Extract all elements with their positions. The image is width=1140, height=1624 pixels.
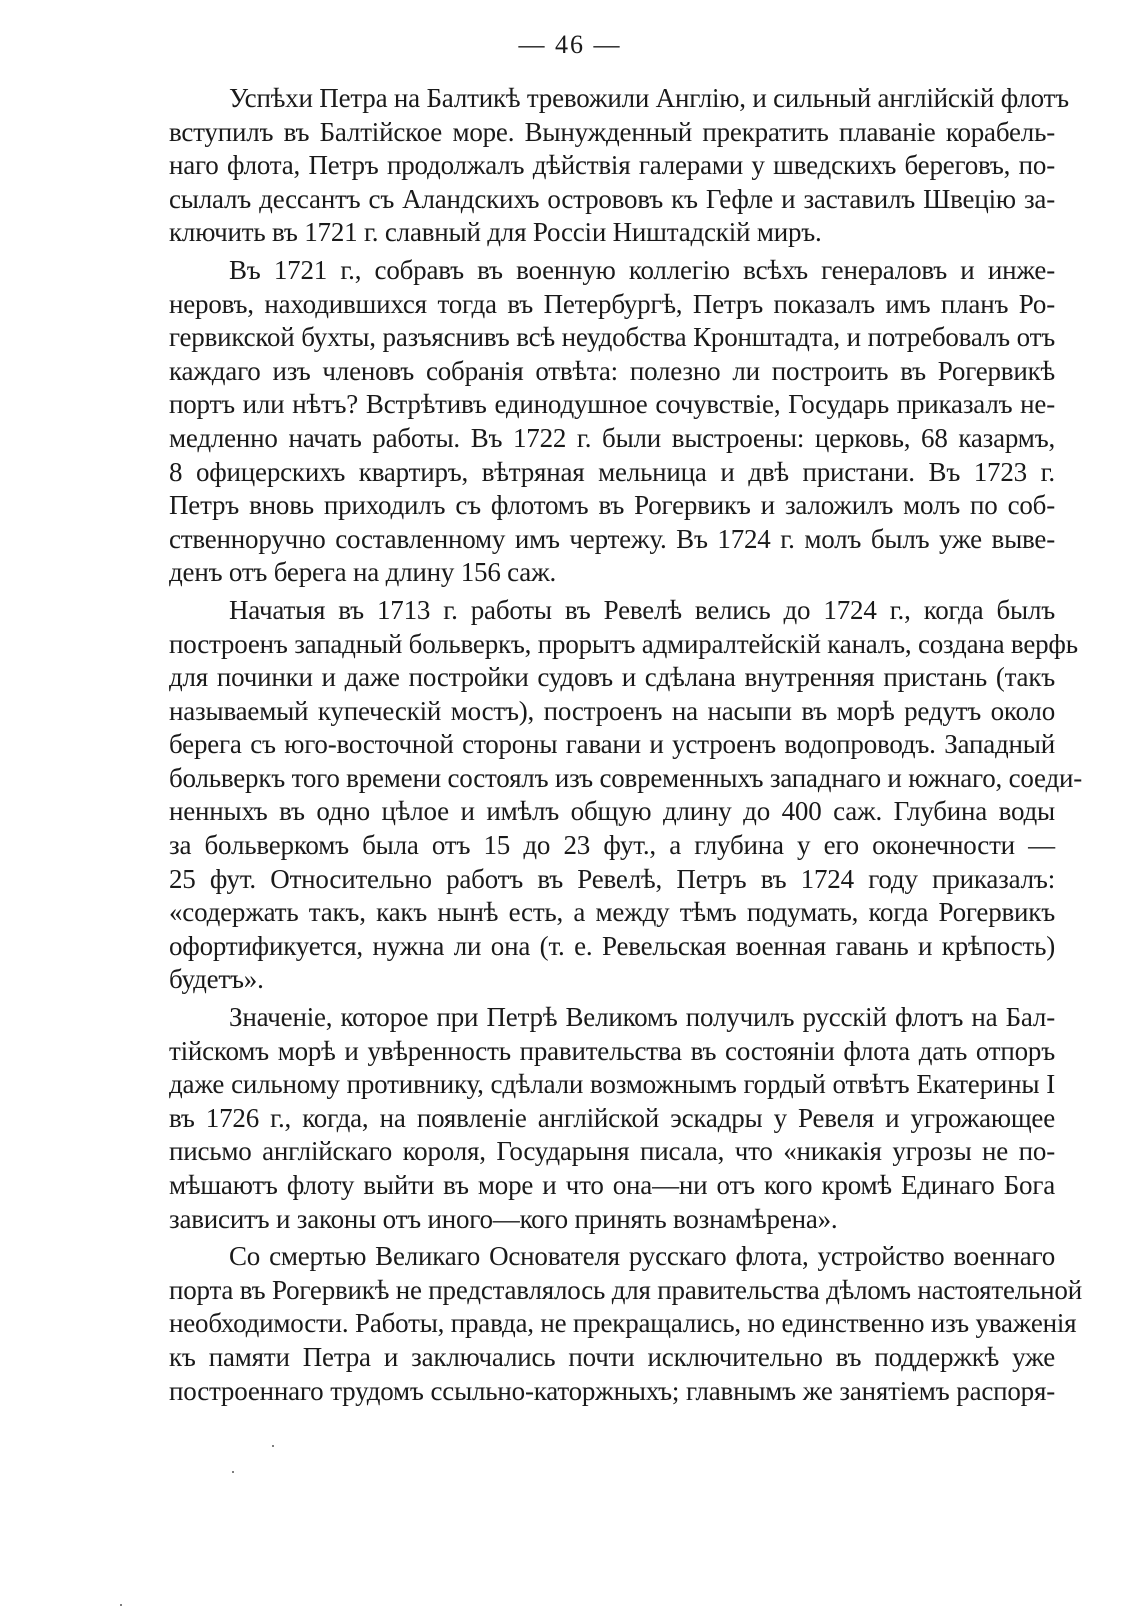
text-line: Начатыя въ 1713 г. работы въ Ревелѣ велись до 1724 г., когда былъ (229, 594, 1055, 625)
text-line: необходимости. Работы, правда, не прекращались, но единственно изъ уваженія (169, 1308, 1077, 1339)
text-line: Со смертью Великаго Основателя русскаго флота, устройство военнаго (229, 1241, 1055, 1272)
text-line: построенъ западный больверкъ, прорытъ адмиралтейскій каналъ, создана верфь (169, 628, 1078, 659)
scan-speck (232, 1471, 234, 1473)
text-line: Успѣхи Петра на Балтикѣ тревожили Англію, и сильный англійскій флотъ (229, 83, 1069, 113)
text-line: къ памяти Петра и заключались почти исключительно въ поддержкѣ уже (169, 1341, 1055, 1372)
paragraph-4 (169, 1001, 1055, 1236)
text-line: вступилъ въ Балтійское море. Вынужденный прекратить плаваніе корабель- (169, 116, 1055, 147)
scan-speck (120, 1604, 122, 1606)
text-line: берега съ юго-восточной стороны гавани и устроенъ водопроводъ. Западный (169, 729, 1055, 760)
scan-speck (272, 1445, 274, 1447)
page-number: — 46 — (518, 30, 622, 59)
paragraph-3 (169, 594, 1083, 997)
text-line: гервикской бухты, разъяснивъ всѣ неудобства Кронштадта, и потребовалъ отъ (169, 322, 1055, 353)
text-line: «содержать такъ, какъ нынѣ есть, а между тѣмъ подумать, когда Рогервикъ (169, 897, 1055, 928)
text-line: портъ или нѣтъ? Встрѣтивъ единодушное сочувствіе, Государь приказалъ не- (169, 389, 1055, 420)
text-line: въ 1726 г., когда, на появленіе англійской эскадры у Ревеля и угрожающее (169, 1102, 1055, 1133)
paragraph-1 (169, 82, 1069, 250)
text-line: сылалъ дессантъ съ Аландскихъ острововъ къ Гефле и заставилъ Швецію за- (169, 183, 1055, 214)
text-line: тійскомъ морѣ и увѣренность правительства въ состояніи флота дать отпоръ (169, 1035, 1055, 1066)
text-line: наго флота, Петръ продолжалъ дѣйствія галерами у шведскихъ береговъ, по- (169, 150, 1055, 181)
text-line: Значеніе, которое при Петрѣ Великомъ получилъ русскій флотъ на Бал- (229, 1002, 1055, 1033)
body-text (169, 82, 1083, 1412)
text-line: порта въ Рогервикѣ не представлялось для правительства дѣломъ настоятельной (169, 1274, 1082, 1305)
paragraph-5 (169, 1240, 1082, 1408)
text-line: построеннаго трудомъ ссыльно-каторжныхъ; главнымъ же занятіемъ распоря- (169, 1375, 1055, 1406)
text-line: каждаго изъ членовъ собранія отвѣта: полезно ли построить въ Рогервикѣ (169, 355, 1055, 386)
text-line: денъ отъ берега на длину 156 саж. (169, 557, 557, 588)
text-line: ственноручно составленному имъ чертежу. Въ 1724 г. молъ былъ уже выве- (169, 523, 1055, 554)
paragraph-2 (169, 254, 1055, 590)
text-line: зависитъ и законы отъ иного—кого принять вознамѣрена». (169, 1203, 838, 1234)
text-line: будетъ». (169, 964, 264, 995)
text-line: больверкъ того времени состоялъ изъ современныхъ западнаго и южнаго, соеди- (169, 762, 1083, 793)
text-line: 25 фут. Относительно работъ въ Ревелѣ, Петръ въ 1724 году приказалъ: (169, 863, 1055, 894)
text-line: ненныхъ въ одно цѣлое и имѣлъ общую длину до 400 саж. Глубина воды (169, 796, 1055, 827)
text-line: мѣшаютъ флоту выйти въ море и что она—ни отъ кого кромѣ Единаго Бога (169, 1170, 1055, 1200)
text-line: письмо англійскаго короля, Государыня писала, что «никакія угрозы не по- (169, 1136, 1055, 1167)
text-line: для починки и даже постройки судовъ и сдѣлана внутренняя пристань (такъ (169, 662, 1055, 693)
text-line: 8 офицерскихъ квартиръ, вѣтряная мельница и двѣ пристани. Въ 1723 г. (169, 456, 1055, 487)
text-line: Петръ вновь приходилъ съ флотомъ въ Рогервикъ и заложилъ молъ по соб- (169, 490, 1055, 521)
text-line: называемый купеческій мостъ), построенъ на насыпи въ морѣ редутъ около (169, 695, 1055, 726)
text-line: ключить въ 1721 г. славный для Россіи Ништадскій миръ. (169, 217, 822, 248)
text-line: за больверкомъ была отъ 15 до 23 фут., а глубина у его оконечности — (169, 830, 1055, 861)
text-line: даже сильному противнику, сдѣлали возможнымъ гордый отвѣтъ Екатерины I (169, 1069, 1055, 1100)
text-line: офортификуется, нужна ли она (т. е. Ревельская военная гавань и крѣпость) (169, 930, 1055, 961)
text-line: Въ 1721 г., собравъ въ военную коллегію всѣхъ генераловъ и инже- (229, 254, 1055, 285)
text-line: неровъ, находившихся тогда въ Петербургѣ, Петръ показалъ имъ планъ Ро- (169, 288, 1055, 319)
text-line: медленно начать работы. Въ 1722 г. были выстроены: церковь, 68 казармъ, (169, 422, 1055, 453)
